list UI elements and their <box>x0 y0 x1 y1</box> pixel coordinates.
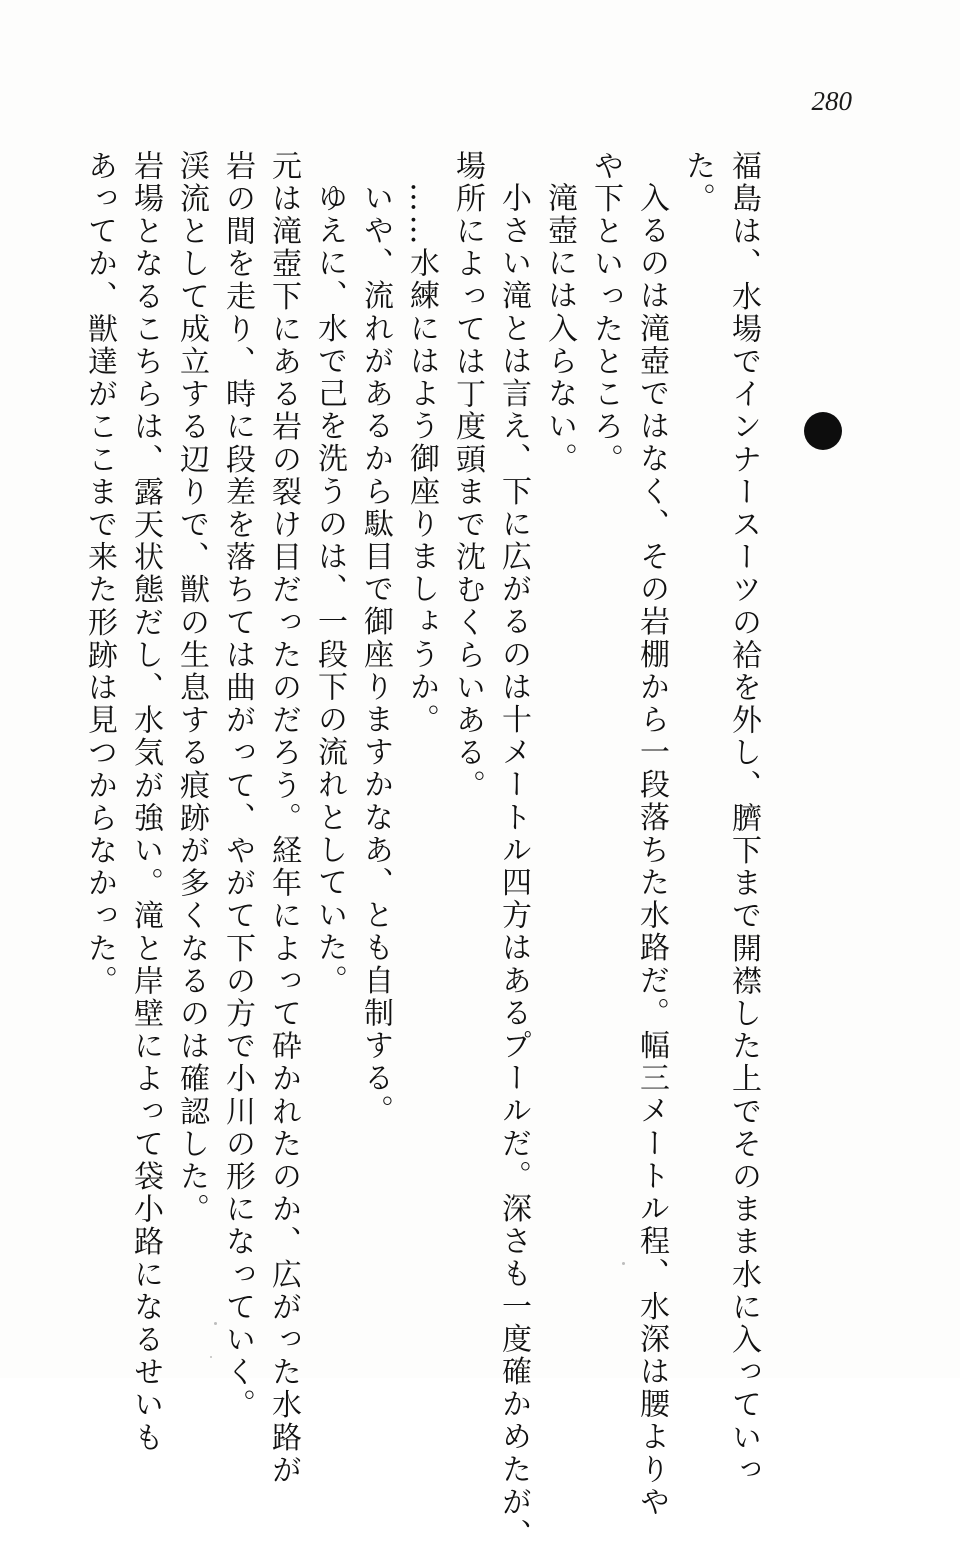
text-line-1: 福島は、水場でインナースーツの袷を外し、臍下まで開襟した上でそのまま水に入っていっ <box>726 150 761 1487</box>
text-line-11: 元は滝壺下にある岩の裂け目だったのだろう。経年によって砕かれたのか、広がった水路が <box>266 150 301 1487</box>
text-line-14: 岩場となるこちらは、露天状態だし、水気が強い。滝と岸壁によって袋小路になるせいも <box>128 150 163 1454</box>
text-line-8: ……水練にはよう御座りましょうか。 <box>404 182 439 737</box>
page-number: 280 <box>811 86 852 116</box>
scan-speck <box>214 1322 217 1325</box>
text-line-7: 場所によっては丁度頭まで沈むくらいある。 <box>450 150 485 802</box>
text-line-6: 小さい滝とは言え、下に広がるのは十メートル四方はあるプールだ。深さも一度確かめたが、 <box>496 182 531 1551</box>
section-bullet-mark <box>804 412 842 450</box>
text-line-2: た。 <box>680 150 715 216</box>
scan-speck <box>210 1356 212 1358</box>
text-line-12: 岩の間を走り、時に段差を落ちては曲がって、やがて下の方で小川の形になっていく。 <box>220 150 255 1422</box>
text-line-4: や下といったところ。 <box>588 150 623 476</box>
scan-speck <box>622 1262 625 1265</box>
text-line-13: 渓流として成立する辺りで、獣の生息する痕跡が多くなるのは確認した。 <box>174 150 209 1226</box>
text-line-3: 入るのは滝壺ではなく、その岩棚から一段落ちた水路だ。幅三メートル程、水深は腰よりや <box>634 182 669 1519</box>
text-line-5: 滝壺には入らない。 <box>542 182 577 476</box>
text-line-15: あってか、獣達がここまで来た形跡は見つからなかった。 <box>82 150 117 998</box>
text-line-9: いや、流れがあるから駄目で御座りますかなあ、とも自制する。 <box>358 182 393 1128</box>
text-line-10: ゆえに、水で己を洗うのは、一段下の流れとしていた。 <box>312 182 347 997</box>
